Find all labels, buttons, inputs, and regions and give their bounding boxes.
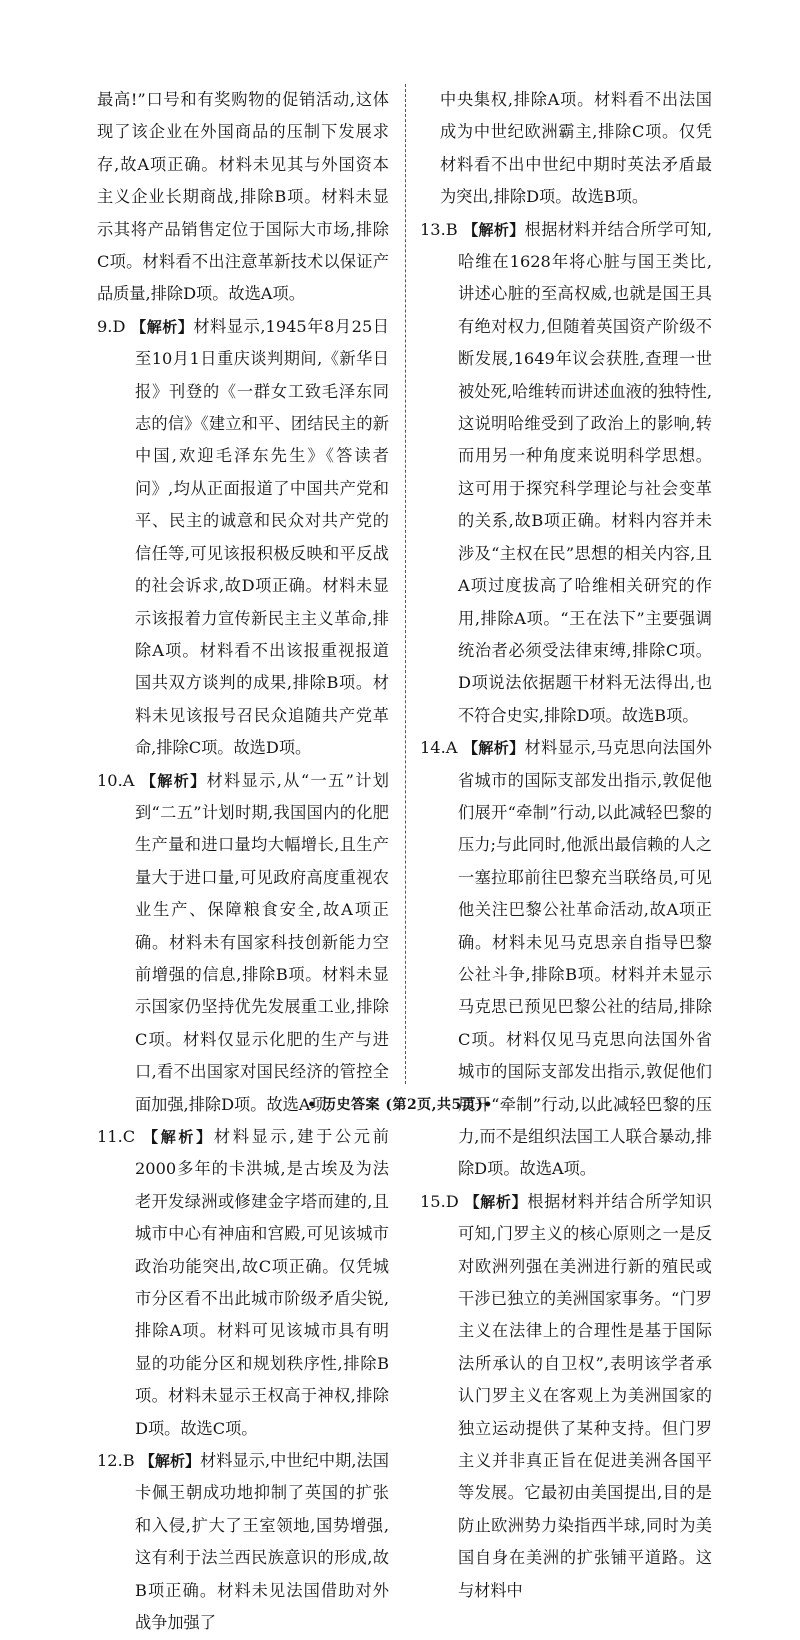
answer-10 [97, 765, 389, 1121]
analysis-tag: 【解析】 [139, 1452, 201, 1471]
answer-number: 14.A [420, 738, 458, 758]
answer-12 [97, 1445, 389, 1639]
answer-number: 10.A [97, 770, 135, 790]
analysis-tag: 【解析】 [140, 771, 207, 790]
answer-number: 13.B [420, 219, 458, 239]
analysis-tag: 【解析】 [131, 317, 194, 336]
answer-number: 15.D [420, 1191, 459, 1211]
answer-13 [420, 214, 712, 733]
answer-number: 9.D [97, 316, 126, 336]
analysis-tag: 【解析】 [462, 739, 525, 758]
analysis-tag: 【解析】 [463, 220, 525, 239]
answer-text: 材料显示,1945年8月25日至10月1日重庆谈判期间,《新华日报》刊登的《一群女工致毛泽东同志的信》《建立和平、团结民主的新中国,欢迎毛泽东先生》《答读者问》,均从正面报道了中国共产党和平、民主的诚意和民众对共产党的信任等,可见该报积极反映和平反战的社会诉求,故D项正确。材料未显示该报着力宣传新民主主义革命,排除A项。材料看不出该报重视报道国共双方谈判的成果,排除B项。材料未见该报号召民众追随共产党革命,排除C项。故选D项。 [135, 316, 389, 758]
answer-11 [97, 1121, 389, 1445]
answer-text: 材料显示,中世纪中期,法国卡佩王朝成功地抑制了英国的扩张和入侵,扩大了王室领地,国势增强,这有利于法兰西民族意识的形成,故B项正确。材料未见法国借助对外战争加强了 [135, 1451, 389, 1633]
answer-text: 材料显示,建于公元前2000多年的卡洪城,是古埃及为法老开发绿洲或修建金字塔而建的,且城市中心有神庙和宫殿,可见该城市政治功能突出,故C项正确。仅凭城市分区看不出此城市阶级矛盾尖锐,排除A项。材料可见该城市具有明显的功能分区和规划秩序性,排除B项。材料未显示王权高于神权,排除D项。故选C项。 [135, 1127, 389, 1438]
left-column [97, 84, 389, 1640]
answer-text: 根据材料并结合所学可知,哈维在1628年将心脏与国王类比,讲述心脏的至高权威,也就是国王具有绝对权力,但随着英国资产阶级不断发展,1649年议会获胜,查理一世被处死,哈维转而讲述血液的独特性,这说明哈维受到了政治上的影响,转而用另一种角度来说明科学思想。这可用于探究科学理论与社会变革的关系,故B项正确。材料内容并未涉及“主权在民”思想的相关内容,且A项过度拔高了哈维相关研究的作用,排除A项。“王在法下”主要强调统治者必须受法律束缚,排除C项。D项说法依据题干材料无法得出,也不符合史实,排除D项。故选B项。 [458, 219, 712, 725]
answer-9 [97, 311, 389, 765]
answer-14 [420, 732, 712, 1186]
answer-text: 根据材料并结合所学知识可知,门罗主义的核心原则之一是反对欧洲列强在美洲进行新的殖民或干涉已独立的美洲国家事务。“门罗主义在法律上的合理性是基于国际法所承认的自卫权”,表明该学者承认门罗主义在客观上为美洲国家的独立运动提供了某种支持。但门罗主义并非真正旨在促进美洲各国平等发展。它最初由美国提出,目的是防止欧洲势力染指西半球,同时为美国自身在美洲的扩张铺平道路。这与材料中 [458, 1191, 712, 1600]
answer-12-continuation: 中央集权,排除A项。材料看不出法国成为中世纪欧洲霸主,排除C项。仅凭材料看不出中世纪中期时英法矛盾最为突出,排除D项。故选B项。 [440, 90, 712, 207]
answer-text: 材料显示,从“一五”计划到“二五”计划时期,我国国内的化肥生产量和进口量均大幅增长,且生产量大于进口量,可见政府高度重视农业生产、保障粮食安全,故A项正确。材料未有国家科技创新能力空前增强的信息,排除B项。材料未显示国家仍坚持优先发展重工业,排除C项。材料仅显示化肥的生产与进口,看不出国家对国民经济的管控全面加强,排除D项。故选A项。 [135, 770, 389, 1114]
answer-text: 材料显示,马克思向法国外省城市的国际支部发出指示,敦促他们展开“牵制”行动,以此减轻巴黎的压力;与此同时,他派出最信赖的人之一塞拉耶前往巴黎充当联络员,可见他关注巴黎公社革命活动,故A项正确。材料未见马克思亲自指导巴黎公社斗争,排除B项。材料并未显示马克思已预见巴黎公社的结局,排除C项。材料仅见马克思向法国外省城市的国际支部发出指示,敦促他们展开“牵制”行动,以此减轻巴黎的压力,而不是组织法国工人联合暴动,排除D项。故选A项。 [458, 738, 712, 1179]
analysis-tag: 【解析】 [143, 1128, 214, 1146]
answer-15 [420, 1186, 712, 1607]
analysis-tag: 【解析】 [464, 1192, 528, 1211]
column-divider [405, 84, 406, 1084]
answer-number: 12.B [97, 1451, 135, 1471]
page-footer: • 历史答案 (第2页,共5页)• [307, 1097, 493, 1113]
answer-number: 11.C [97, 1127, 136, 1146]
answer-8-continuation: 最高!”口号和有奖购物的促销活动,这体现了该企业在外国商品的压制下发展求存,故A项正确。材料未见其与外国资本主义企业长期商战,排除B项。材料未显示其将产品销售定位于国际大市场,排除C项。材料看不出注意革新技术以保证产品质量,排除D项。故选A项。 [97, 90, 389, 304]
right-column [420, 84, 712, 1607]
